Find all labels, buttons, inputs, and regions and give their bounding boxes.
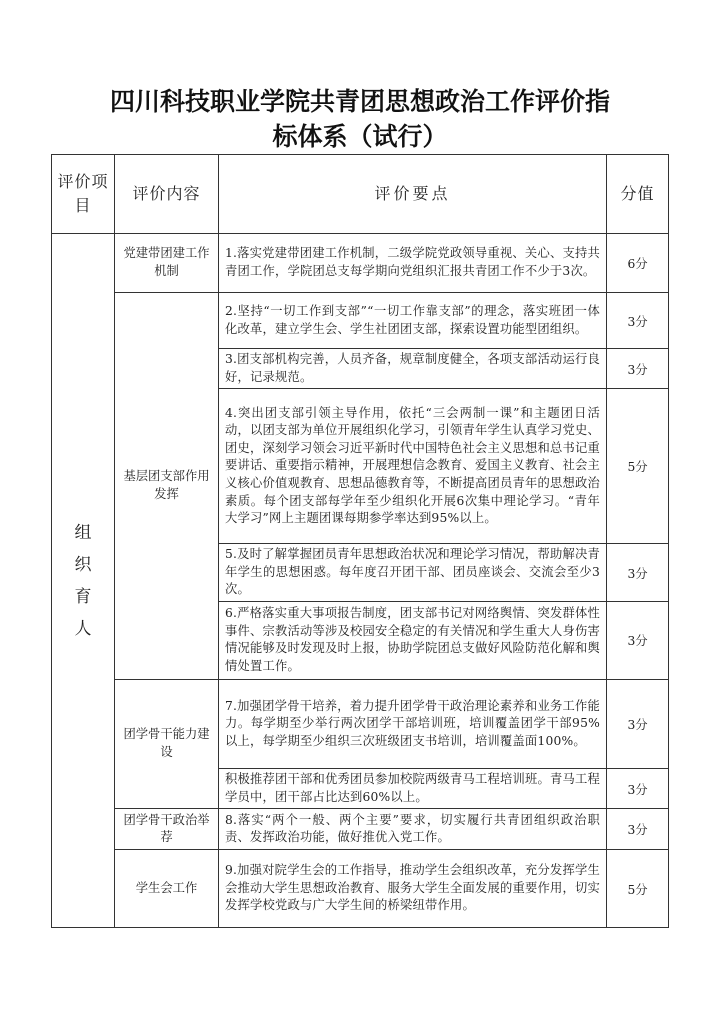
requirement-cell: 8.落实“两个一般、两个主要”要求，切实履行共青团组织政治职责、发挥政治功能，做好推优入党工作。 bbox=[219, 809, 607, 850]
score-cell: 3分 bbox=[607, 293, 669, 349]
header-evaluation-points: 评价要点 bbox=[219, 155, 607, 234]
content-cell: 团学骨干能力建设 bbox=[115, 679, 219, 808]
content-cell: 团学骨干政治举荐 bbox=[115, 809, 219, 850]
score-cell: 5分 bbox=[607, 850, 669, 928]
score-cell: 3分 bbox=[607, 768, 669, 808]
evaluation-table bbox=[51, 154, 669, 928]
title-line-2: 标体系（试行） bbox=[272, 122, 448, 151]
score-cell: 3分 bbox=[607, 601, 669, 679]
category-label: 组织育人 bbox=[74, 522, 92, 639]
header-score: 分值 bbox=[607, 155, 669, 234]
requirement-cell: 2.坚持“一切工作到支部”“一切工作靠支部”的理念，落实班团一体化改革，建立学生会、学生社团团支部，探索设置功能型团组织。 bbox=[219, 293, 607, 349]
requirement-cell: 9.加强对院学生会的工作指导，推动学生会组织改革，充分发挥学生会推动大学生思想政治教育、服务大学生全面发展的重要作用，切实发挥学校党政与广大学生间的桥梁纽带作用。 bbox=[219, 850, 607, 928]
table-row bbox=[52, 850, 669, 928]
category-cell bbox=[52, 234, 115, 928]
score-cell: 3分 bbox=[607, 544, 669, 602]
header-evaluation-item: 评价项目 bbox=[52, 155, 115, 234]
table-row bbox=[52, 293, 669, 349]
document-title bbox=[40, 84, 680, 154]
table-header-row bbox=[52, 155, 669, 234]
content-cell: 学生会工作 bbox=[115, 850, 219, 928]
score-cell: 6分 bbox=[607, 234, 669, 293]
content-cell: 基层团支部作用发挥 bbox=[115, 293, 219, 680]
requirement-cell: 4.突出团支部引领主导作用，依托“三会两制一课”和主题团日活动，以团支部为单位开展组织化学习，引领青年学生认真学习党史、团史，深刻学习领会习近平新时代中国特色社会主义思想和总书记重要讲话、重要指示精神，开展理想信念教育、爱国主义教育、社会主义核心价值观教育、思想品德教育等，不断提高团员青年的思想政治素质。每个团支部每学年至少组织化开展6次集中理论学习。“青年大学习”网上主题团课每期参学率达到95%以上。 bbox=[219, 389, 607, 544]
table-row bbox=[52, 234, 669, 293]
score-cell: 5分 bbox=[607, 389, 669, 544]
requirement-cell: 7.加强团学骨干培养，着力提升团学骨干政治理论素养和业务工作能力。每学期至少举行两次团学干部培训班，培训覆盖团学干部95%以上，每学期至少组织三次班级团支书培训，培训覆盖面100%。 bbox=[219, 679, 607, 768]
score-cell: 3分 bbox=[607, 349, 669, 389]
content-cell: 党建带团建工作机制 bbox=[115, 234, 219, 293]
table-row bbox=[52, 809, 669, 850]
requirement-cell: 3.团支部机构完善，人员齐备，规章制度健全，各项支部活动运行良好，记录规范。 bbox=[219, 349, 607, 389]
requirement-cell: 积极推荐团干部和优秀团员参加校院两级青马工程培训班。青马工程学员中，团干部占比达到60%以上。 bbox=[219, 768, 607, 808]
score-cell: 3分 bbox=[607, 809, 669, 850]
requirement-cell: 6.严格落实重大事项报告制度，团支部书记对网络舆情、突发群体性事件、宗教活动等涉及校园安全稳定的有关情况和学生重大人身伤害情况能够及时发现及时上报，协助学院团总支做好风险防范化解和舆情处置工作。 bbox=[219, 601, 607, 679]
requirement-cell: 1.落实党建带团建工作机制，二级学院党政领导重视、关心、支持共青团工作，学院团总支每学期向党组织汇报共青团工作不少于3次。 bbox=[219, 234, 607, 293]
title-line-1: 四川科技职业学院共青团思想政治工作评价指 bbox=[109, 87, 610, 116]
score-cell: 3分 bbox=[607, 679, 669, 768]
table-row bbox=[52, 679, 669, 768]
requirement-cell: 5.及时了解掌握团员青年思想政治状况和理论学习情况，帮助解决青年学生的思想困惑。每年度召开团干部、团员座谈会、交流会至少3次。 bbox=[219, 544, 607, 602]
header-evaluation-content: 评价内容 bbox=[115, 155, 219, 234]
